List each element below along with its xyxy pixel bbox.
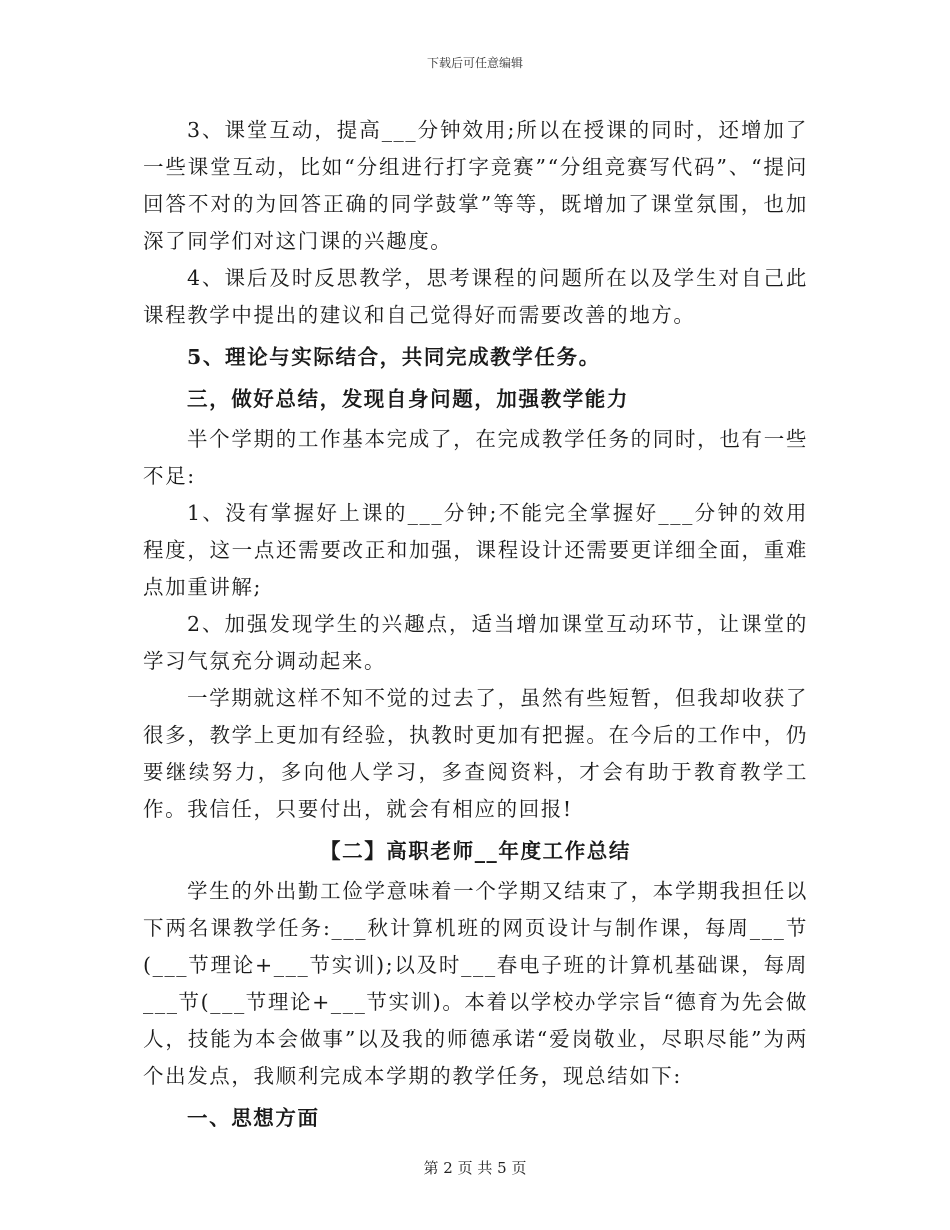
paragraph-semester-conclusion: 一学期就这样不知不觉的过去了，虽然有些短暂，但我却收获了很多，教学上更加有经验，执教时更加有把握。在今后的工作中，仍要继续努力，多向他人学习，多查阅资料，才会有助于教育教学工作。我信任，只要付出，就会有相应的回报! — [143, 686, 808, 821]
page-footer: 第 2 页 共 5 页 — [423, 1159, 527, 1177]
document-body — [143, 112, 808, 1140]
page-header: 下载后可任意编辑 — [426, 56, 523, 70]
paragraph-shortcoming-1: 1、没有掌握好上课的___分钟;不能完全掌握好___分钟的效用程度，这一点还需要改正和加强，课程设计还需要更详细全面，重难点加重讲解; — [143, 501, 808, 599]
paragraph-shortcoming-2: 2、加强发现学生的兴趣点，适当增加课堂互动环节，让课堂的学习气氛充分调动起来。 — [143, 612, 808, 673]
heading-theory-practice: 5、理论与实际结合，共同完成教学任务。 — [187, 345, 601, 369]
heading-ideology: 一、思想方面 — [187, 1106, 320, 1130]
paragraph-teaching-tasks: 学生的外出勤工俭学意味着一个学期又结束了，本学期我担任以下两名课教学任务:___秋计算机班的网页设计与制作课，每周___节(___节理论+___节实训);以及时___春电子班的计算机基础课，每周___节(___节理论+___节实训)。本着以学校办学宗旨“德育为先会做人，技能为本会做事”以及我的师德承诺“爱岗敬业，尽职尽能”为两个出发点，我顺利完成本学期的教学任务，现总结如下: — [143, 879, 809, 1088]
paragraph-shortcomings-intro: 半个学期的工作基本完成了，在完成教学任务的同时，也有一些不足: — [143, 427, 808, 488]
paragraph-classroom-interaction: 3、课堂互动，提高___分钟效用;所以在授课的同时，还增加了一些课堂互动，比如“分组进行打字竞赛”“分组竞赛写代码”、“提问回答不对的为回答正确的同学鼓掌”等等，既增加了课堂氛围，也加深了同学们对这门课的兴趣度。 — [143, 118, 808, 253]
paragraph-reflection: 4、课后及时反思教学，思考课程的问题所在以及学生对自己此课程教学中提出的建议和自己觉得好而需要改善的地方。 — [143, 266, 808, 327]
heading-part-two: 【二】高职老师__年度工作总结 — [320, 839, 631, 863]
heading-section-three: 三，做好总结，发现自身问题，加强教学能力 — [187, 387, 629, 411]
